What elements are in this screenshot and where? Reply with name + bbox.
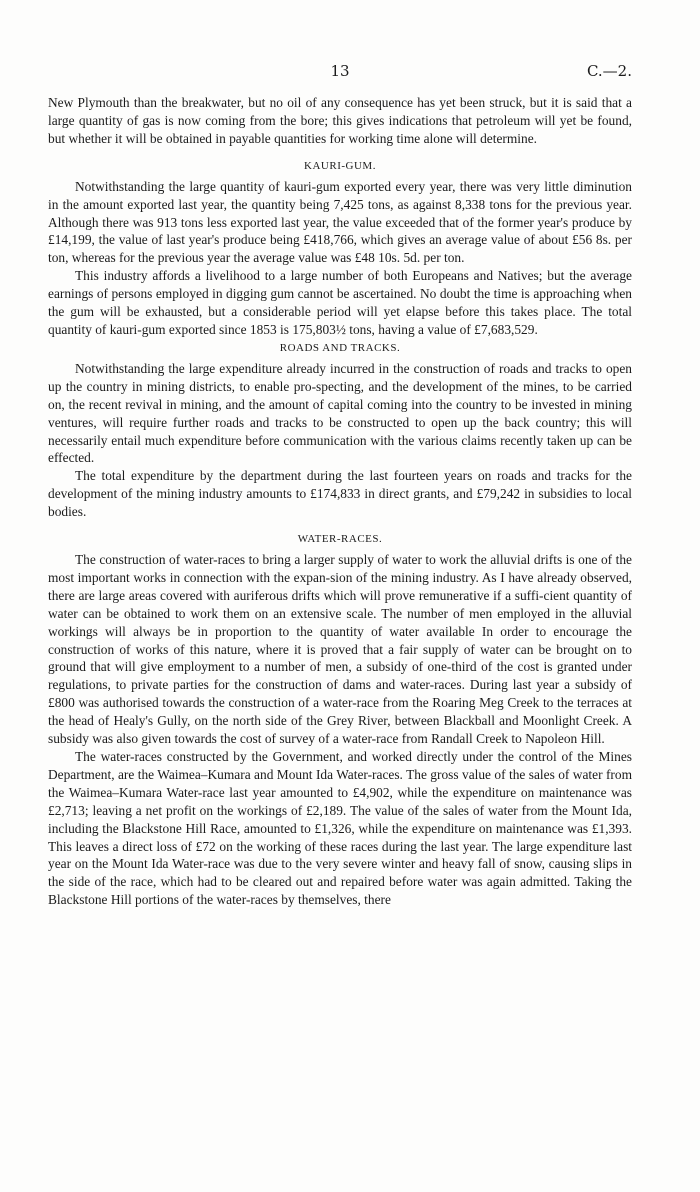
page-body	[48, 94, 632, 909]
paragraph-petroleum-continued: New Plymouth than the breakwater, but no oil of any consequence has yet been struck, but it is said that a large quantity of gas is now coming from the bore; this gives indications that petroleum will yet be found, but whether it will be obtained in payable quantities for working time alone will determine.	[48, 95, 632, 146]
paragraph-kauri-gum-exports: Notwithstanding the large quantity of kauri-gum exported every year, there was very little diminution in the amount exported last year, the quantity being 7,425 tons, as against 8,338 tons for the previous year. Although there was 913 tons less exported last year, the value exceeded that of the former year's produce by £14,199, the value of last year's produce being £418,766, which gives an average value of about £56 8s. per ton, whereas for the previous year the average value was £48 10s. 5d. per ton.	[48, 178, 632, 266]
page-header	[48, 62, 632, 82]
paragraph-water-races-government: The water-races constructed by the Government, and worked directly under the control of the Mines Department, are the Waimea–Kumara and Mount Ida Water-races. The gross value of the sales of water from the Waimea–Kumara Water-race last year amounted to £4,902, while the expenditure on maintenance was £2,713; leaving a net profit on the workings of £2,189. The value of the sales of water from the Mount Ida, including the Blackstone Hill Race, amounted to £1,326, while the expenditure on maintenance was £1,393. This leaves a direct loss of £72 on the working of these races during the last year. The large expenditure last year on the Mount Ida Water-race was due to the very severe winter and heavy fall of snow, causing slips in the side of the race, which had to be cleared out and repaired before water was again admitted. Taking the Blackstone Hill portions of the water-races by themselves, there	[48, 749, 632, 908]
page-number: 13	[330, 62, 350, 80]
paragraph-roads-construction: Notwithstanding the large expenditure already incurred in the construction of roads and tracks to open up the country in mining districts, to enable pro-specting, and the development of the mines, to be carried on, the recent revival in mining, and the amount of capital coming into the country to be invested in mining ventures, will require further roads and tracks to be constructed to open up the back country; this will necessarily entail much expenditure before communication with the various claims recently taken up can be effected.	[48, 360, 632, 466]
section-heading-kauri-gum: KAURI-GUM.	[304, 159, 376, 172]
section-heading-roads-and-tracks: ROADS AND TRACKS.	[279, 341, 401, 354]
paragraph-water-races-construction: The construction of water-races to bring a larger supply of water to work the alluvial drifts is one of the most important works in connection with the expan-sion of the mining industry. As I have already observed, there are large areas covered with auriferous drifts which will prove remunerative if a suffi-cient quantity of water can be obtained to work them on an extensive scale. The number of men employed in the alluvial workings will always be in proportion to the quantity of water available In order to encourage the construction of works of this nature, where it is proved that a fair supply of water can be brought on to ground that will give employment to a number of men, a subsidy of one-third of the cost is granted under regulations, to private parties for the construction of dams and water-races. During last year a subsidy of £800 was authorised towards the construction of a water-race from the Roaring Meg Creek to the terraces at the head of Healy's Gully, on the north side of the Grey River, between Blackball and Moonlight Creek. A subsidy was also given towards the cost of survey of a water-race from Randall Creek to Napoleon Hill.	[48, 552, 632, 747]
paragraph-roads-expenditure: The total expenditure by the department during the last fourteen years on roads and tracks for the development of the mining industry amounts to £174,833 in direct grants, and £79,242 in subsidies to local bodies.	[48, 468, 632, 520]
section-heading-water-races: WATER-RACES.	[297, 533, 383, 546]
document-code: C.—2.	[586, 62, 632, 80]
paragraph-kauri-gum-industry: This industry affords a livelihood to a large number of both Europeans and Natives; but the average earnings of persons employed in digging gum cannot be ascertained. No doubt the time is approaching when the gum will be exhausted, but a considerable period will yet elapse before this takes place. The total quantity of kauri-gum exported since 1853 is 175,803½ tons, having a value of £7,683,529.	[48, 268, 632, 337]
